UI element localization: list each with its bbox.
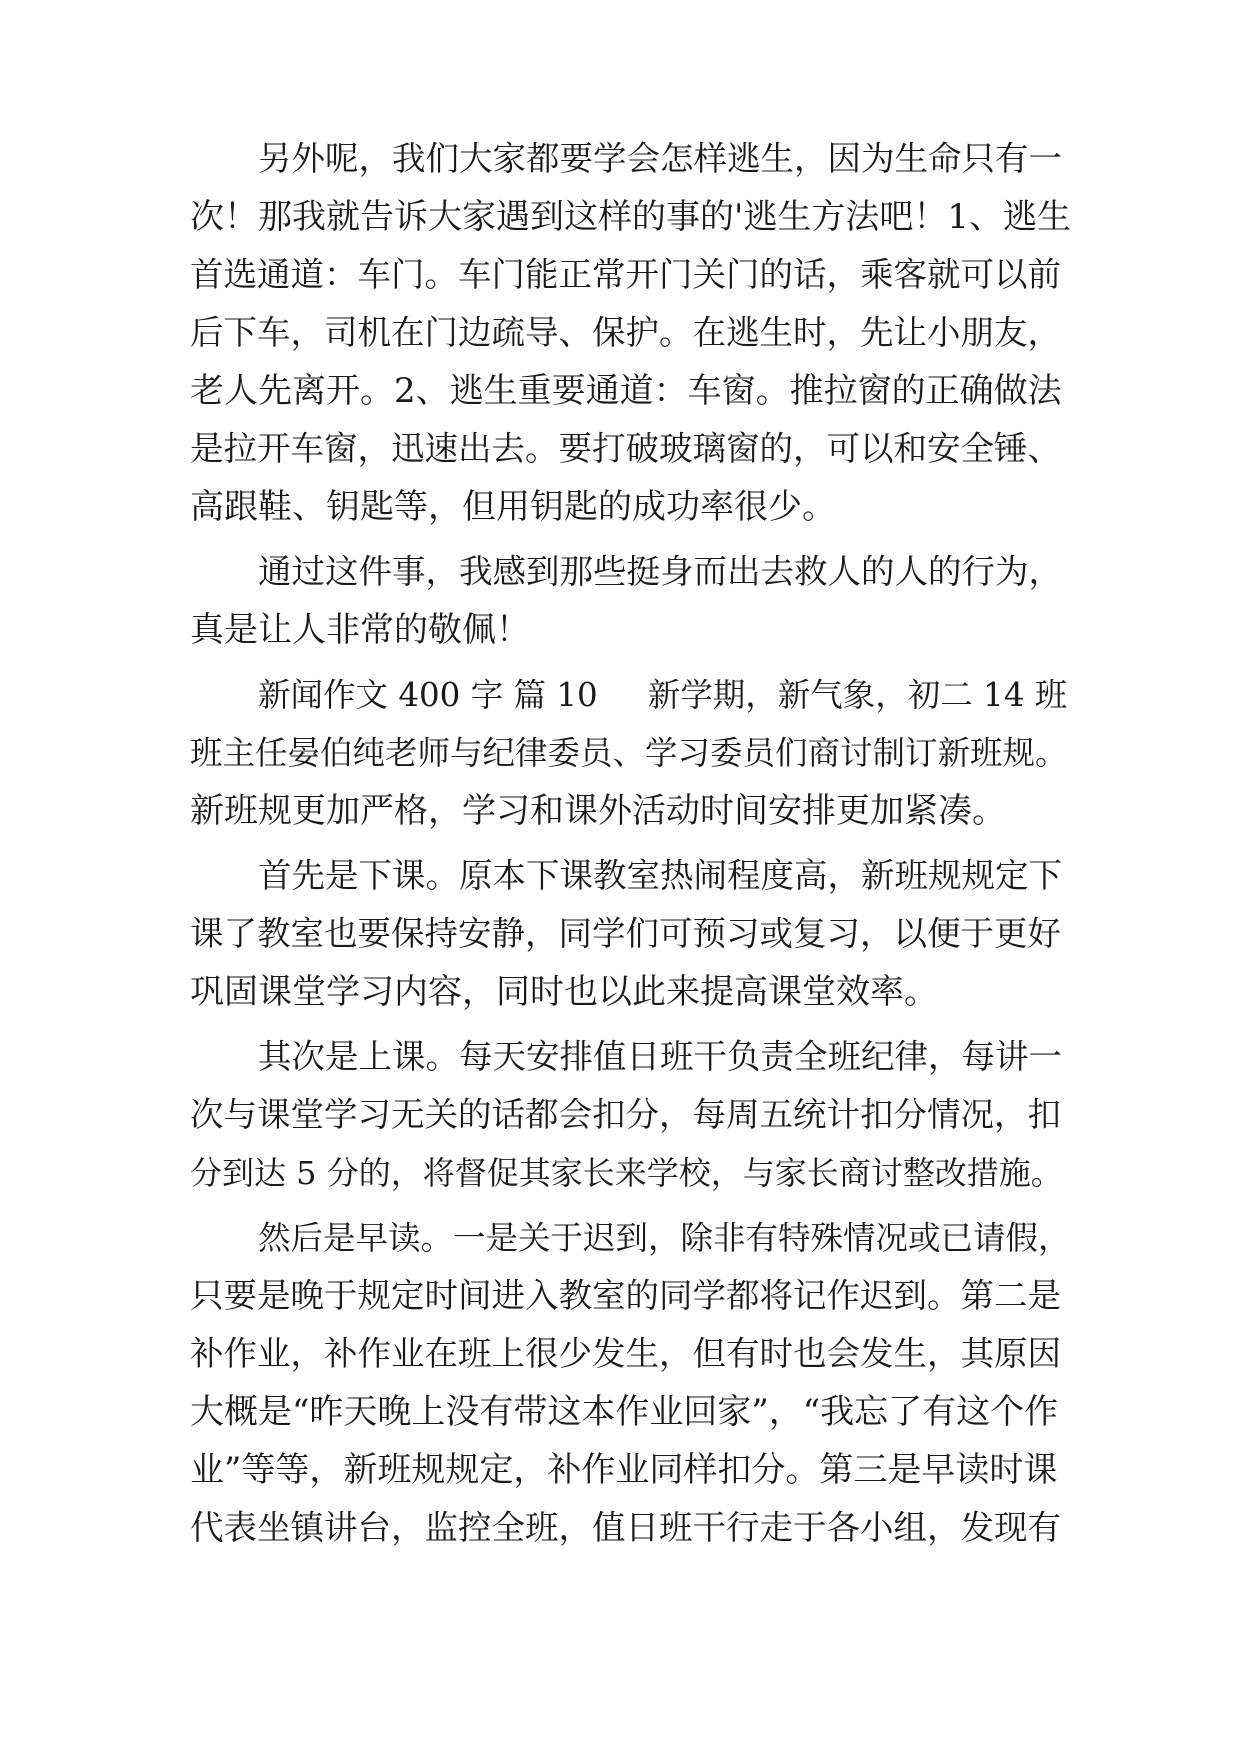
text-line: 次！那我就告诉大家遇到这样的事的'逃生方法吧！1、逃生 [190,197,1071,237]
text-line: 次与课堂学习无关的话都会扣分，每周五统计扣分情况，扣 [190,1095,1061,1134]
text-line: 真是让人非常的敬佩！ [190,610,530,650]
article-heading: 新闻作文 400 字 篇 10 [258,676,598,714]
text-line: 班主任晏伯纯老师与纪律委员、学习委员们商讨制订新班规。 [190,734,1068,772]
text-line: 课了教室也要保持安静，同学们可预习或复习，以便于更好 [190,914,1061,953]
text-line: 分到达 5 分的，将督促其家长来学校，与家长商讨整改措施。 [190,1154,1063,1192]
text-line: 代表坐镇讲台，监控全班，值日班干行走于各小组，发现有 [190,1508,1061,1547]
text-line: 然后是早读。一是关于迟到，除非有特殊情况或已请假， [258,1219,1071,1257]
text-line: 业”等等，新班规规定，补作业同样扣分。第三是早读时课 [190,1450,1058,1490]
text-line: 大概是“昨天晚上没有带这本作业回家”，“我忘了有这个作 [190,1392,1059,1432]
article-lead: 新学期，新气象，初二 14 班 [647,676,1068,714]
text-line: 另外呢，我们大家都要学会怎样逃生，因为生命只有一 [258,139,1062,178]
text-line: 通过这件事，我感到那些挺身而出去救人的人的行为， [258,552,1062,591]
text-line: 新班规更加严格，学习和课外活动时间安排更加紧凑。 [190,791,1006,831]
text-line: 首先是下课。原本下课教室热闹程度高，新班规规定下 [258,856,1062,895]
heading-line [190,669,1070,721]
text-line: 其次是上课。每天安排值日班干负责全班纪律，每讲一 [258,1037,1062,1076]
text-line: 巩固课堂学习内容，同时也以此来提高课堂效率。 [190,972,938,1012]
text-line: 首选通道：车门。车门能正常开门关门的话，乘客就可以前 [190,255,1061,294]
text-line: 后下车，司机在门边疏导、保护。在逃生时，先让小朋友， [190,313,1061,352]
text-line: 老人先离开。2、逃生重要通道：车窗。推拉窗的正确做法 [190,371,1062,411]
text-line: 只要是晚于规定时间进入教室的同学都将记作迟到。第二是 [190,1276,1061,1315]
text-line: 高跟鞋、钥匙等，但用钥匙的成功率很少。 [190,487,836,527]
text-line: 补作业，补作业在班上很少发生，但有时也会发生，其原因 [190,1334,1061,1373]
text-line: 是拉开车窗，迅速出去。要打破玻璃窗的，可以和安全锤、 [190,429,1061,468]
